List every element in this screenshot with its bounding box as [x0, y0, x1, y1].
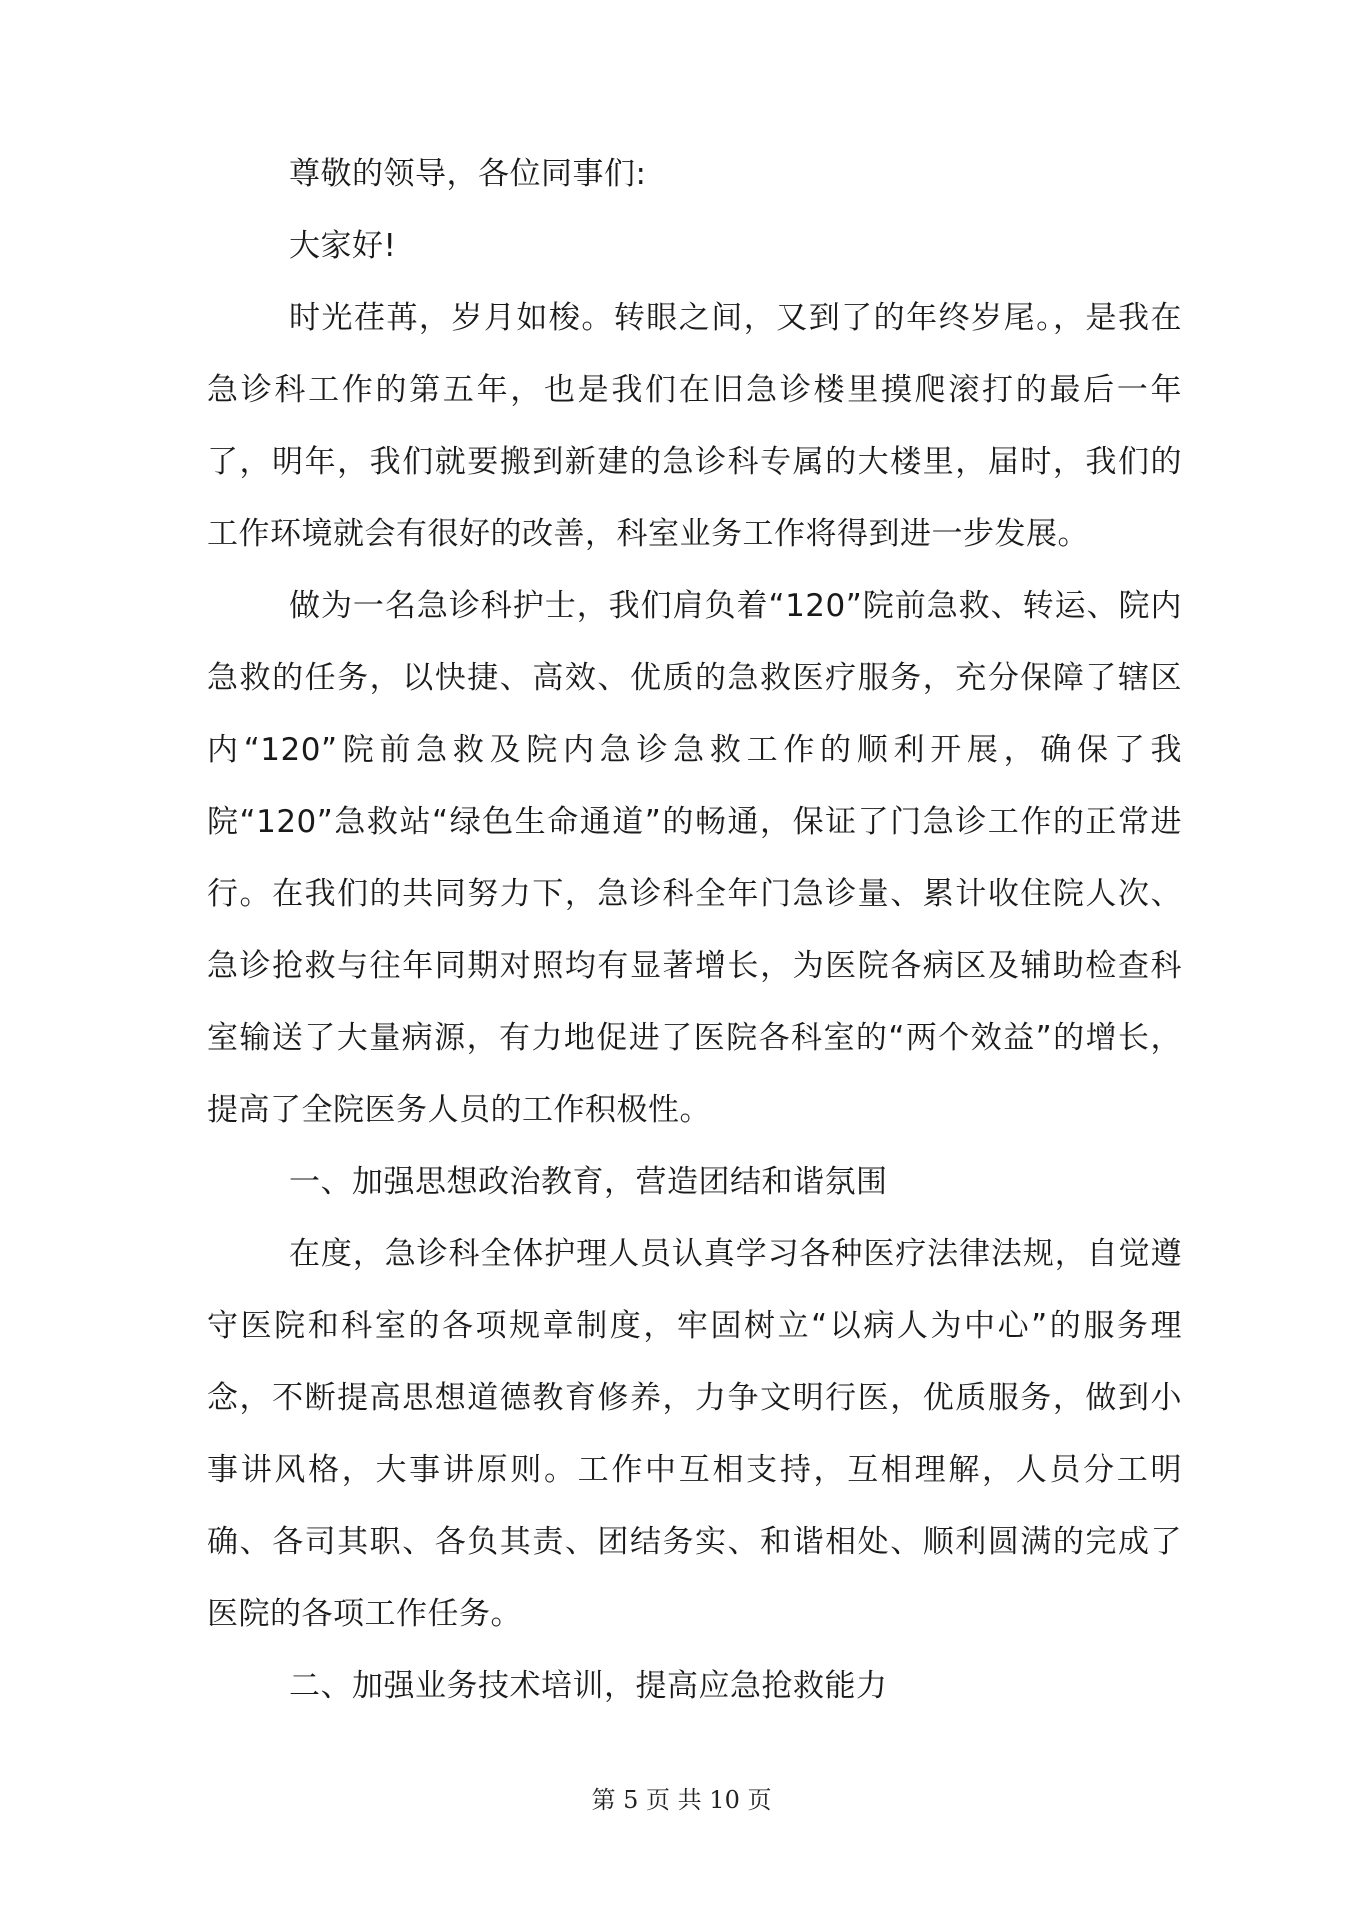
salutation: 尊敬的领导，各位同事们: [289, 156, 647, 192]
section-1-paragraph: 在度，急诊科全体护理人员认真学习各种医疗法律法规，自觉遵守医院和科室的各项规章制度，牢固树立“以病人为中心”的服务理念，不断提高思想道德教育修养，力争文明行医，优质服务，做到小事讲风格，大事讲原则。工作中互相支持，互相理解，人员分工明确、各司其职、各负其责、团结务实、和谐相处、顺利圆满的完成了医院的各项工作任务。 [207, 1236, 1182, 1632]
section-heading-2: 二、加强业务技术培训，提高应急抢救能力 [289, 1668, 888, 1704]
page-number-footer: 第 5 页 共 10 页 [591, 1786, 772, 1814]
document-body [207, 138, 1182, 1722]
section-heading-1: 一、加强思想政治教育，营造团结和谐氛围 [289, 1164, 888, 1200]
intro-paragraph: 时光荏苒，岁月如梭。转眼之间，又到了的年终岁尾。，是我在急诊科工作的第五年，也是我们在旧急诊楼里摸爬滚打的最后一年了，明年，我们就要搬到新建的急诊科专属的大楼里，届时，我们的工作环境就会有很好的改善，科室业务工作将得到进一步发展。 [207, 300, 1182, 552]
duty-paragraph: 做为一名急诊科护士，我们肩负着“120”院前急救、转运、院内急救的任务，以快捷、高效、优质的急救医疗服务，充分保障了辖区内“120”院前急救及院内急诊急救工作的顺利开展，确保了我院“120”急救站“绿色生命通道”的畅通，保证了门急诊工作的正常进行。在我们的共同努力下，急诊科全年门急诊量、累计收住院人次、急诊抢救与往年同期对照均有显著增长，为医院各病区及辅助检查科室输送了大量病源，有力地促进了医院各科室的“两个效益”的增长，提高了全院医务人员的工作积极性。 [207, 588, 1182, 1128]
greeting: 大家好! [289, 228, 397, 264]
